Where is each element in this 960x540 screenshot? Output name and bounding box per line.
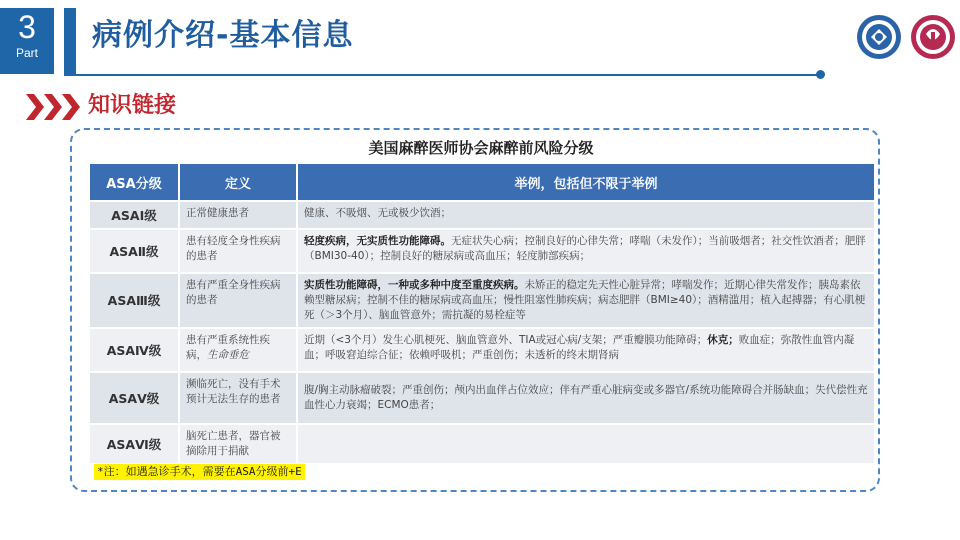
- definition-text: 患有严重全身性疾病的患者: [186, 279, 281, 306]
- examples-cell: [297, 273, 875, 328]
- part-badge: [0, 8, 54, 74]
- definition-text: 正常健康患者: [186, 207, 249, 219]
- table-row: [89, 273, 875, 328]
- definition-text: 脑死亡患者，器官被摘除用于捐献: [186, 430, 281, 457]
- part-number: 3: [18, 9, 36, 45]
- examples-emphasis: 轻度疾病，无实质性功能障碍。: [304, 235, 451, 247]
- table-row: [89, 424, 875, 464]
- chevron-right-icon: [22, 90, 82, 124]
- examples-text: 无症状失心病；控制良好的心律失常；哮喘（未发作）；当前吸烟者；社交性饮酒者；肥胖（BMI30-40）；控制良好的糖尿病或高血压；轻度肺部疾病；: [304, 235, 866, 262]
- part-label: Part: [15, 46, 38, 60]
- definition-cell: [179, 372, 297, 424]
- table-row: [89, 229, 875, 273]
- examples-text-tail: 败血症；弥散性血管内凝血；呼吸窘迫综合征；依赖呼吸机；严重创伤；未透析的终末期肾病: [304, 334, 855, 361]
- column-header-definition: 定义: [179, 163, 297, 201]
- asa-level: ASAⅢ级: [89, 273, 179, 328]
- table-title: 美国麻醉医师协会麻醉前风险分级: [368, 139, 594, 157]
- definition-cell: [179, 328, 297, 372]
- footnote: *注：如遇急诊手术，需要在ASA分级前+E: [94, 464, 305, 480]
- examples-text: 腹/胸主动脉瘤破裂；严重创伤；颅内出血伴占位效应；伴有严重心脏病变或多器官/系统功能障碍合并肠缺血；失代偿性充血性心力衰竭；ECMO患者；: [304, 384, 868, 411]
- table-header-row: [89, 163, 875, 201]
- examples-emphasis: 休克；: [707, 334, 739, 346]
- table-row: [89, 201, 875, 229]
- examples-cell: [297, 424, 875, 464]
- school-seal-logo: [856, 14, 902, 60]
- asa-level: ASAⅡ级: [89, 229, 179, 273]
- definition-cell: [179, 424, 297, 464]
- examples-cell: [297, 372, 875, 424]
- column-header-asa: ASA分级: [89, 163, 179, 201]
- header-divider-dot: [816, 70, 825, 79]
- column-header-examples: 举例，包括但不限于举例: [297, 163, 875, 201]
- hospital-logo: [910, 14, 956, 60]
- asa-level: ASAⅠ级: [89, 201, 179, 229]
- asa-level: ASAⅤ级: [89, 372, 179, 424]
- definition-text: 濒临死亡，没有手术预计无法生存的患者: [186, 378, 281, 405]
- asa-table: [88, 162, 876, 465]
- definition-cell: [179, 273, 297, 328]
- examples-emphasis: 实质性功能障碍，一种或多种中度至重度疾病。: [304, 279, 525, 291]
- header-accent-bar: [64, 8, 76, 74]
- section-heading: 知识链接: [88, 93, 177, 118]
- examples-cell: [297, 328, 875, 372]
- table-row: [89, 372, 875, 424]
- table-row: [89, 328, 875, 372]
- examples-text: 近期（<3个月）发生心肌梗死、脑血管意外、TIA或冠心病/支架；严重瓣膜功能障碍；: [304, 334, 708, 346]
- asa-level: ASAⅥ级: [89, 424, 179, 464]
- examples-cell: [297, 201, 875, 229]
- definition-cell: [179, 229, 297, 273]
- definition-text: 患有轻度全身性疾病的患者: [186, 235, 281, 262]
- page-title: 病例介绍-基本信息: [92, 18, 354, 53]
- header-divider: [64, 74, 820, 76]
- definition-emphasis: 生命垂危: [207, 349, 249, 361]
- examples-text: 健康、不吸烟、无或极少饮酒；: [304, 207, 451, 219]
- examples-cell: [297, 229, 875, 273]
- definition-cell: [179, 201, 297, 229]
- examples-text: 未矫正的稳定先天性心脏异常；哮喘发作；近期心律失常发作；胰岛素依赖型糖尿病；控制不佳的糖尿病或高血压；慢性阻塞性肺疾病；病态肥胖（BMI≥40）；酒精滥用；植入起搏器；有心肌梗死（＞3个月）、脑血管意外；需抗凝的易栓症等: [304, 279, 866, 321]
- asa-level: ASAⅣ级: [89, 328, 179, 372]
- definition-text: 患有严重系统性疾病，: [186, 334, 270, 361]
